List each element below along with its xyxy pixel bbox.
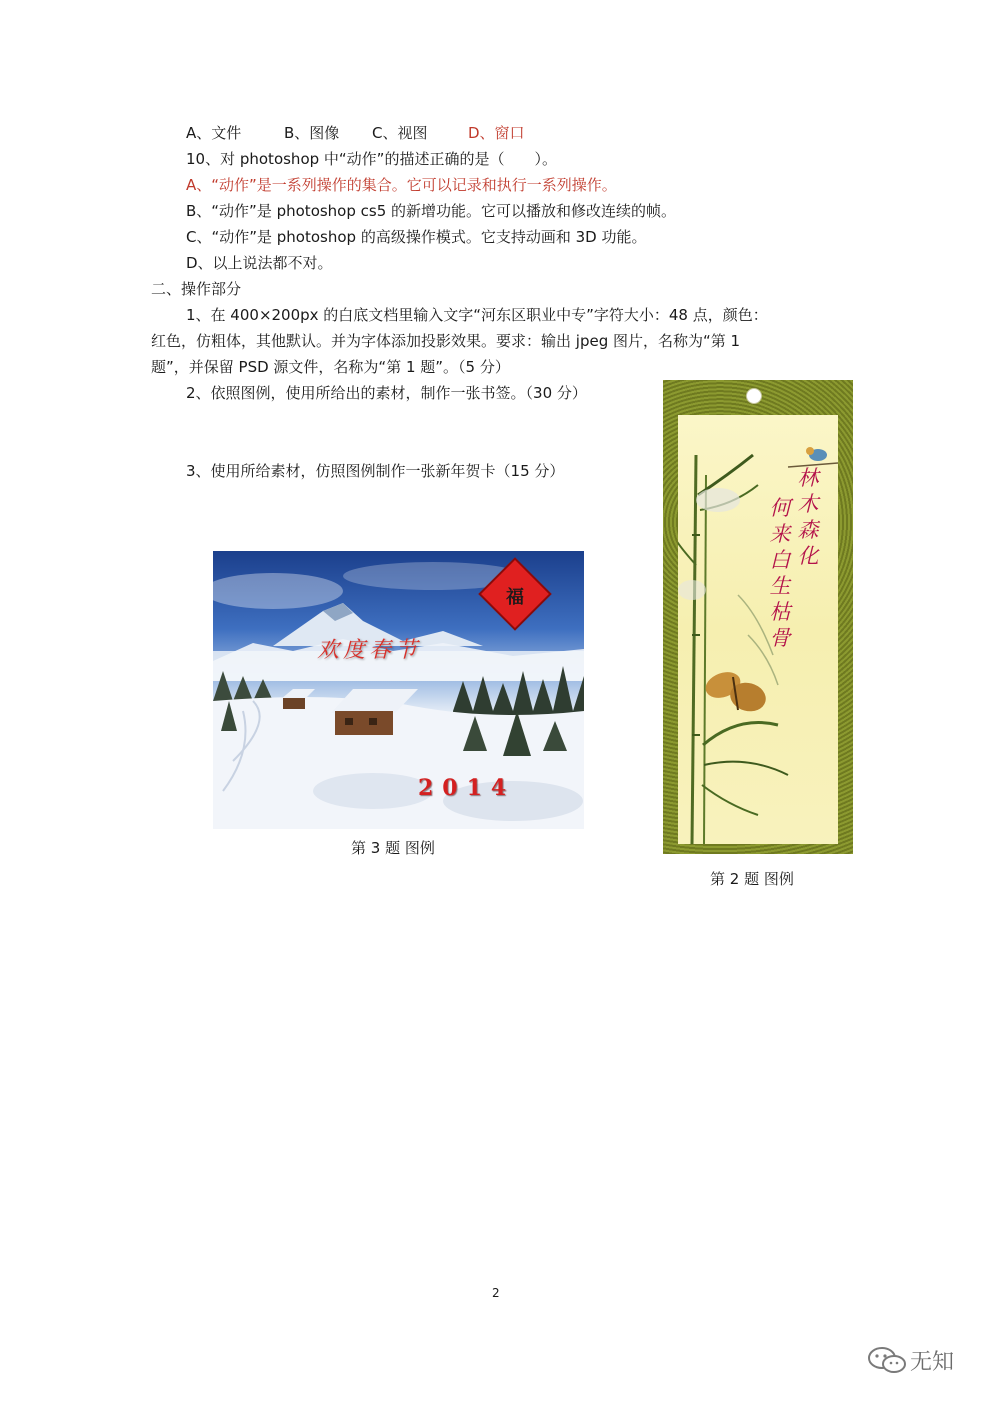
figure3-caption: 第 3 题 图例	[351, 839, 435, 857]
figure2-caption: 第 2 题 图例	[710, 870, 794, 888]
task1-line3: 题”，并保留 PSD 源文件，名称为“第 1 题”。（5 分）	[151, 358, 510, 376]
q10-option-b: B、“动作”是 photoshop cs5 的新增功能。它可以播放和修改连续的帧。	[186, 202, 677, 220]
poem-column-right: 林 木 森 化	[797, 466, 819, 568]
q10-question: 10、对 photoshop 中“动作”的描述正确的是（ ）。	[186, 150, 557, 168]
q9-option-c: C、视图	[372, 124, 428, 142]
q9-option-b: B、图像	[284, 124, 340, 142]
q9-option-a: A、文件	[186, 124, 242, 142]
new-year-card-image	[213, 551, 584, 829]
task1-line2: 红色，仿粗体，其他默认。并为字体添加投影效果。要求：输出 jpeg 图片，名称为“第 1	[151, 332, 741, 350]
q9-options	[186, 123, 525, 143]
bookmark-hole	[746, 388, 762, 404]
wechat-icon	[866, 1345, 908, 1375]
page-number: 2	[492, 1286, 500, 1300]
q9-option-d-correct: D、窗口	[468, 124, 525, 142]
q10-option-d: D、以上说法都不对。	[186, 254, 333, 272]
poem-column-left: 何 来 白 生 枯 骨	[769, 496, 791, 650]
task1-line1: 1、在 400×200px 的白底文档里输入文字“河东区职业中专”字符大小：48 点，颜色：	[186, 306, 768, 324]
watermark-text: 无知	[910, 1350, 955, 1375]
task3-text: 3、使用所给素材，仿照图例制作一张新年贺卡（15 分）	[186, 462, 565, 480]
task2-text: 2、依照图例，使用所给出的素材，制作一张书签。（30 分）	[186, 384, 587, 402]
bookmark-panel	[678, 415, 838, 844]
section-heading: 二、操作部分	[151, 280, 242, 298]
card-title: 欢度春节	[317, 638, 422, 663]
watermark	[866, 1345, 955, 1375]
fu-character: 福	[506, 587, 524, 608]
bookmark-image	[663, 380, 853, 854]
q10-option-c: C、“动作”是 photoshop 的高级操作模式。它支持动画和 3D 功能。	[186, 228, 647, 246]
card-year: 2014	[418, 775, 516, 801]
q10-option-a-correct: A、“动作”是一系列操作的集合。它可以记录和执行一系列操作。	[186, 176, 617, 194]
